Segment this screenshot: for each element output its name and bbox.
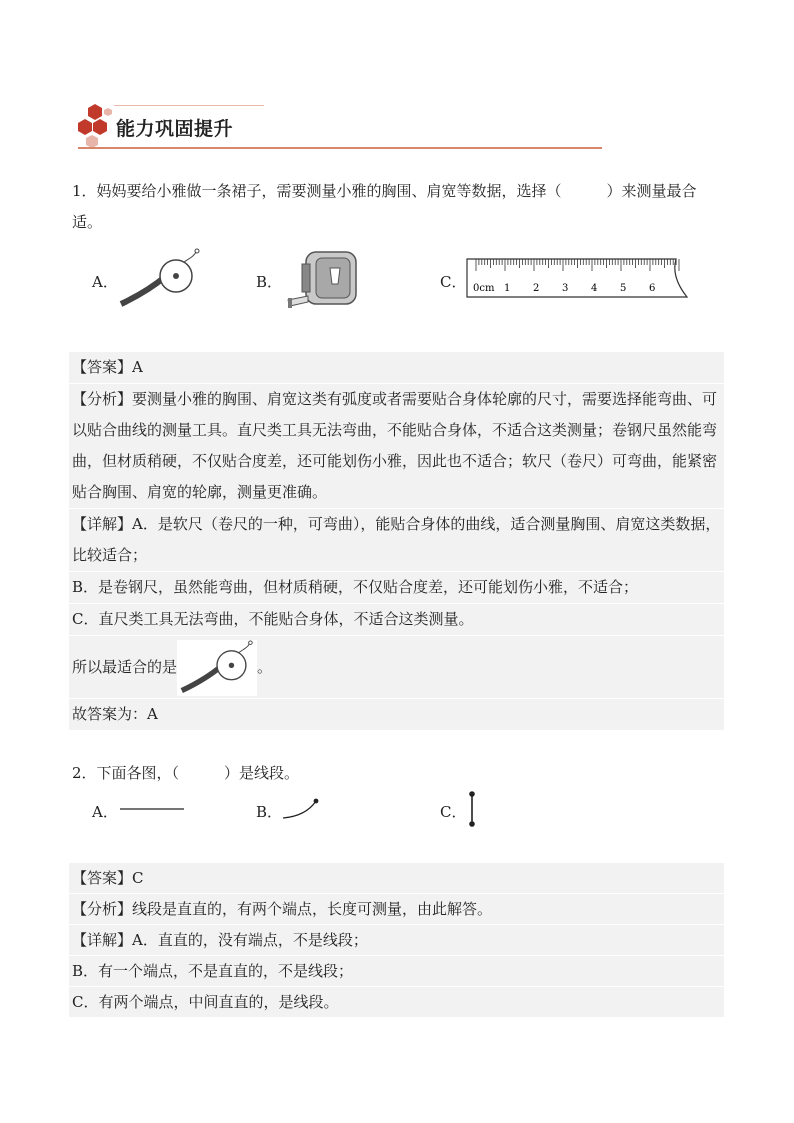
q2-analysis <box>69 894 724 925</box>
q1-option-a-label: A． <box>92 273 118 291</box>
q1-analysis <box>69 384 724 509</box>
q1-analysis-text: 要测量小雅的胸围、肩宽这类有弧度或者需要贴合身体轮廓的尺寸，需要选择能弯曲、可以贴合曲线的测量工具。直尺类工具无法弯曲，不能贴合身体，不适合这类测量；卷钢尺虽然能弯曲，但材质稍硬，不仅贴合度差，还可能划伤小雅，因此也不适合；软尺（卷尺）可弯曲，能紧密贴合胸围、肩宽的轮廓，测量更准确。 <box>72 390 718 501</box>
straight-line-figure <box>118 800 188 820</box>
q2-detail-a-text: A．直直的，没有端点，不是线段； <box>132 931 368 949</box>
q1-detail-c: C．直尺类工具无法弯曲，不能贴合身体，不适合这类测量。 <box>69 604 724 636</box>
q2-option-a-label: A． <box>92 803 118 821</box>
conclusion-image <box>177 640 257 696</box>
q1-option-c-label: C． <box>440 273 467 291</box>
q2-analysis-text: 线段是直直的，有两个端点，长度可测量，由此解答。 <box>132 900 493 918</box>
straight-ruler-icon <box>466 257 690 301</box>
q2-option-b-label: B． <box>256 803 283 821</box>
line-segment-figure <box>462 790 482 830</box>
ruler-label-2: 2 <box>533 283 540 294</box>
ruler-label-4: 4 <box>591 283 598 294</box>
steel-tape-measure-icon <box>286 246 362 312</box>
q1-final: 故答案为：A <box>69 699 724 731</box>
section-title: 能力巩固提升 <box>116 118 234 140</box>
q2-detail-c: C．有两个端点，中间直直的，是线段。 <box>69 987 724 1018</box>
section-header <box>74 100 604 160</box>
soft-tape-measure-icon <box>118 248 202 310</box>
header-top-rule <box>114 105 264 106</box>
ruler-label-0: 0cm <box>473 283 495 294</box>
q2-answer-box <box>69 863 724 1018</box>
q2-detail-b: B．有一个端点，不是直直的，不是线段； <box>69 956 724 987</box>
q1-conclusion-pre: 所以最适合的是 <box>72 658 178 676</box>
q1-detail-tag: 【详解】 <box>72 515 133 533</box>
ruler-label-6: 6 <box>649 283 656 294</box>
q2-analysis-tag: 【分析】 <box>72 900 133 918</box>
ruler-label-3: 3 <box>562 283 569 294</box>
soft-tape-measure-icon <box>177 640 257 696</box>
q1-option-b-label: B． <box>256 273 283 291</box>
q2-detail-tag: 【详解】 <box>72 931 133 949</box>
q1-detail-a-text: A．是软尺（卷尺的一种，可弯曲），能贴合身体的曲线，适合测量胸围、肩宽这类数据，比较适合； <box>72 515 721 564</box>
q1-answer-box <box>69 352 724 731</box>
q1-answer: 【答案】A <box>69 352 724 384</box>
q2-option-c-label: C． <box>440 803 467 821</box>
q1-analysis-tag: 【分析】 <box>72 390 133 408</box>
question-1-text: 1．妈妈要给小雅做一条裙子，需要测量小雅的胸围、肩宽等数据，选择（ ）来测量最合适。 <box>72 182 697 231</box>
q1-conclusion-post: 。 <box>257 658 273 676</box>
q1-conclusion <box>69 636 724 699</box>
q2-answer: 【答案】C <box>69 863 724 894</box>
q1-detail-a <box>69 509 724 572</box>
question-2-text: 2．下面各图，（ ）是线段。 <box>72 764 300 782</box>
ruler-label-5: 5 <box>620 283 627 294</box>
curved-line-figure <box>280 796 322 822</box>
q2-detail-a <box>69 925 724 956</box>
ruler-label-1: 1 <box>504 283 511 294</box>
header-bottom-rule <box>78 147 602 149</box>
q1-detail-b: B．是卷钢尺，虽然能弯曲，但材质稍硬，不仅贴合度差，还可能划伤小雅，不适合； <box>69 572 724 604</box>
